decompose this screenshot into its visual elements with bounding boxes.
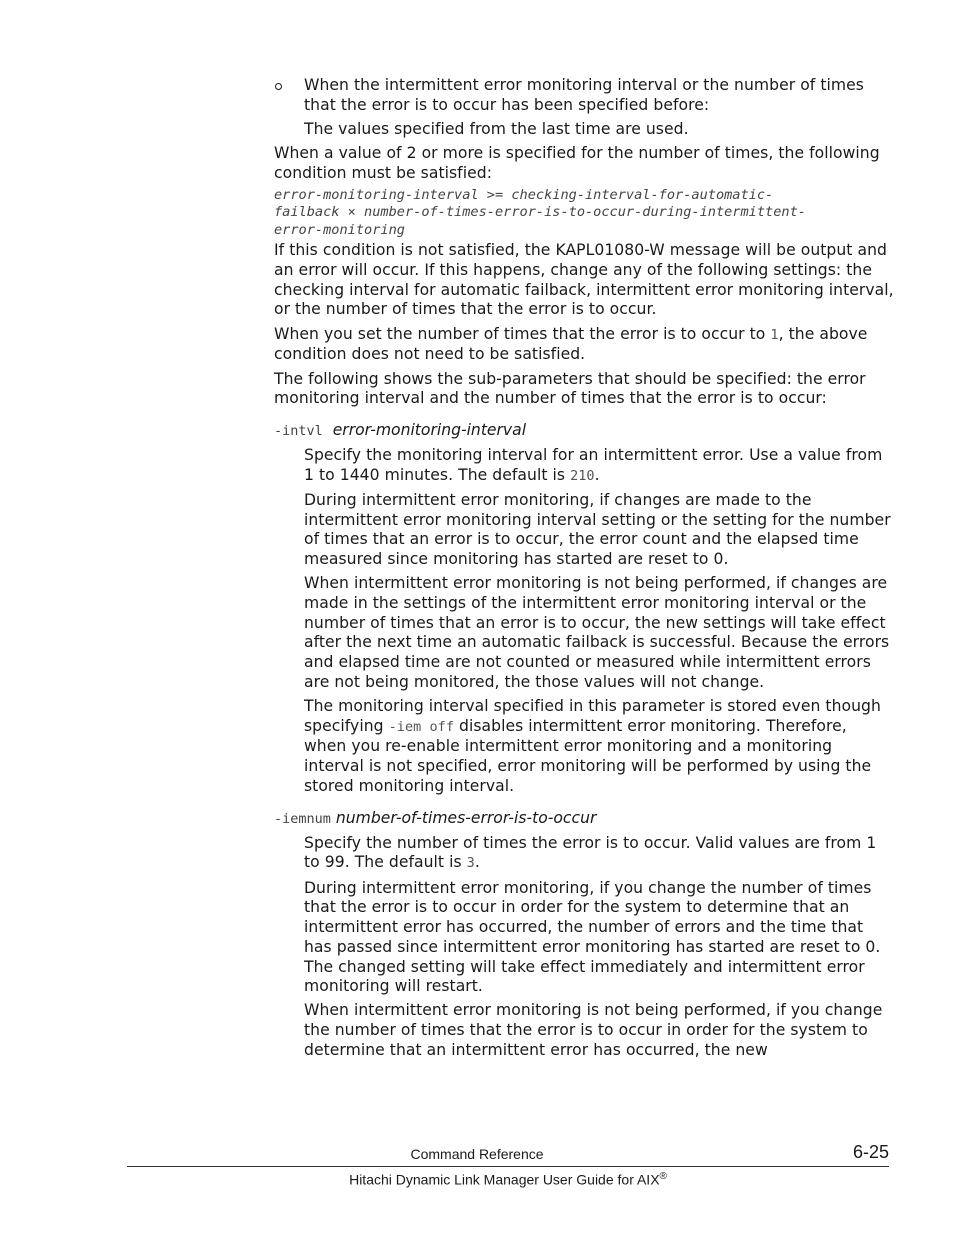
inline-code: 3 — [466, 855, 475, 872]
intvl-paragraph-1: Specify the monitoring interval for an intermittent error. Use a value from 1 to 1440 minutes. The default is 210. — [304, 446, 883, 484]
iemnum-paragraph-2: During intermittent error monitoring, if you change the number of times that the error is to occur in order for the system to determine that an intermittent error has occurred, the number of errors and the time that has passed since intermittent error monitoring has started are reset to 0. The changed setting will take effect immediately and intermittent error monitoring will restart. — [304, 878, 881, 996]
param-description-iemnum — [274, 834, 894, 1061]
set-one-paragraph: When you set the number of times that the error is to occur to 1, the above condition does not need to be satisfied. — [274, 324, 868, 364]
registered-mark: ® — [659, 1171, 667, 1182]
page-number: 6-25 — [852, 1142, 889, 1162]
param-heading-iemnum — [274, 809, 894, 830]
bullet-item — [274, 76, 894, 140]
iemnum-paragraph-3: When intermittent error monitoring is not being performed, if you change the number of times that the error is to occur in order for the system to determine that an intermittent error has occurred, the new — [304, 1001, 883, 1059]
condition-formula — [274, 187, 894, 240]
footer-guide-title: Hitachi Dynamic Link Manager User Guide for AIX® — [349, 1171, 667, 1188]
bullet-text: When the intermittent error monitoring interval or the number of times that the error is to occur has been specified before: — [304, 76, 864, 114]
inline-code: 210 — [570, 467, 595, 484]
param-option: -iemnum — [274, 810, 331, 827]
param-argument: number-of-times-error-is-to-occur — [335, 808, 597, 827]
condition-not-satisfied-paragraph: If this condition is not satisfied, the KAPL01080-W message will be output and an error will occur. If this happens, change any of the following settings: the checking interval for automatic failback, intermittent error monitoring interval, or the number of times that the error is to occur. — [274, 241, 894, 319]
param-argument: error-monitoring-interval — [332, 420, 527, 439]
condition-intro-paragraph: When a value of 2 or more is specified for the number of times, the following condition must be satisfied: — [274, 144, 880, 182]
subparams-paragraph: The following shows the sub-parameters that should be specified: the error monitoring interval and the number of times that the error is to occur: — [274, 369, 866, 408]
intvl-paragraph-2: During intermittent error monitoring, if changes are made to the intermittent error monitoring interval setting or the setting for the number of times that an error is to occur, the error count and the elapsed time measured since monitoring has started are reset to 0. — [304, 491, 891, 569]
inline-code: 1 — [770, 326, 779, 343]
formula-line: error-monitoring — [274, 221, 405, 238]
page-body — [274, 76, 894, 1061]
formula-line: error-monitoring-interval >= checking-interval-for-automatic- — [274, 186, 774, 203]
footer-divider — [127, 1166, 889, 1167]
formula-line: failback × number-of-times-error-is-to-occur-during-intermittent- — [274, 204, 806, 221]
param-option: -intvl — [274, 422, 323, 439]
iemnum-paragraph-1: Specify the number of times the error is to occur. Valid values are from 1 to 99. The default is 3. — [304, 833, 877, 872]
intvl-paragraph-4: The monitoring interval specified in this parameter is stored even though specifying -iem off disables intermittent error monitoring. Therefore, when you re-enable intermittent error monitoring and a monitoring interval is not specified, error monitoring will be performed by using the stored monitoring interval. — [304, 697, 881, 795]
inline-code: -iem off — [388, 718, 455, 735]
bullet-subtext: The values specified from the last time are used. — [304, 119, 689, 138]
param-description-intvl — [274, 446, 894, 796]
param-heading-intvl — [274, 421, 894, 442]
footer-section-title: Command Reference — [410, 1146, 544, 1162]
hollow-circle-bullet-icon — [275, 83, 282, 90]
intvl-paragraph-3: When intermittent error monitoring is not being performed, if changes are made in the settings of the intermittent error monitoring interval or the number of times that an error is to occur, the new settings will take effect after the next time an automatic failback is successful. Because the errors and elapsed time are not counted or measured while intermittent errors are not being monitored, the those values will not change. — [304, 574, 890, 691]
